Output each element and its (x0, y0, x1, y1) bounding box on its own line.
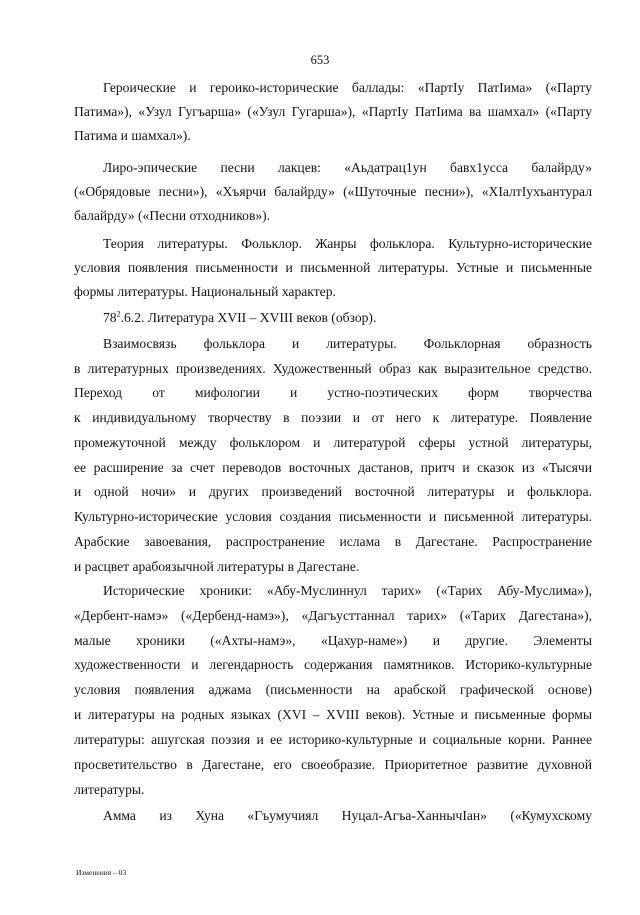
text-line: к индивидуальному творчеству в поэзии и от него к литературе. Появление (74, 410, 592, 425)
text-line: литературы. (74, 782, 145, 797)
text-line: в литературных произведениях. Художественный образ как выразительное средство. (74, 361, 592, 376)
text-line: условия появления письменности и письменной литературы. Устные и письменные (74, 260, 592, 275)
text-line: и расцвет арабоязычной литературы в Дагестане. (74, 559, 360, 574)
text-line: Взаимосвязь фольклора и литературы. Фольклорная образность (103, 336, 592, 351)
text-line: Героические и героико-исторические баллады: «ПартIу ПатIима» («Парту (103, 80, 592, 95)
text-line: балайрду» («Песни отходников»). (74, 208, 271, 223)
text-line: промежуточной между фольклором и литературой сферы устной литературы, (74, 435, 592, 450)
text-line: Патима и шамхал»). (74, 128, 191, 143)
text-line: Лиро-эпические песни лакцев: «Аьдатрац1ун бавх1усса балайрду» (103, 160, 592, 175)
text-line: и литературы на родных языках (XVI – XVIII веков). Устные и письменные формы (74, 707, 592, 722)
text-line: литературы: ашугская поэзия и ее историко-культурные и социальные корни. Раннее (74, 732, 592, 747)
text-line: Амма из Хуна «Гъумучиял Нуцал-Агъа-ХаннычIан» («Кумухскому (103, 808, 592, 823)
section-heading: $78^2.6.2$. Литература XVII – XVIII веков (обзор). (103, 309, 377, 325)
text-line: Арабские завоевания, распространение ислама в Дагестане. Распространение (74, 534, 592, 549)
text-line: Исторические хроники: «Абу-Муслиннул тарих» («Тарих Абу-Муслима»), (103, 583, 592, 598)
text-line: просветительство в Дагестане, его своеобразие. Приоритетное развитие духовной (74, 757, 592, 772)
text-line: художественности и легендарность содержания памятников. Историко-культурные (74, 657, 592, 672)
text-line: ее расширение за счет переводов восточных дастанов, притч и сказок из «Тысячи (74, 460, 592, 475)
text-line: («Обрядовые песни»), «Хъярчи балайрду» («Шуточные песни»), «ХIалтIухъантурал (74, 184, 592, 199)
text-line: Теория литературы. Фольклор. Жанры фольклора. Культурно-исторические (103, 236, 592, 251)
text-line: и одной ночи» и других произведений восточной литературы и фольклора. (74, 484, 592, 499)
text-line: Культурно-исторические условия создания письменности и письменной литературы. (74, 509, 592, 524)
text-line: Переход от мифологии и устно-поэтических форм творчества (74, 385, 592, 400)
text-line: Патима»), «Узул Гугъарша» («Узул Гугарша»), «ПартIу ПатIима ва шамхал» («Парту (74, 104, 592, 119)
text-line: малые хроники («Ахты-намэ», «Цахур-наме») и другие. Элементы (74, 633, 592, 648)
text-line: условия появления аджама (письменности на арабской графической основе) (74, 682, 592, 697)
text-line: формы литературы. Национальный характер. (74, 284, 336, 299)
footer-note: Изменения – 03 (76, 868, 127, 877)
page-number: 653 (310, 53, 330, 67)
text-line: «Дербент-намэ» («Дербенд-намэ»), «Дагъусттаннал тарих» («Тарих Дагестана»), (74, 608, 592, 623)
